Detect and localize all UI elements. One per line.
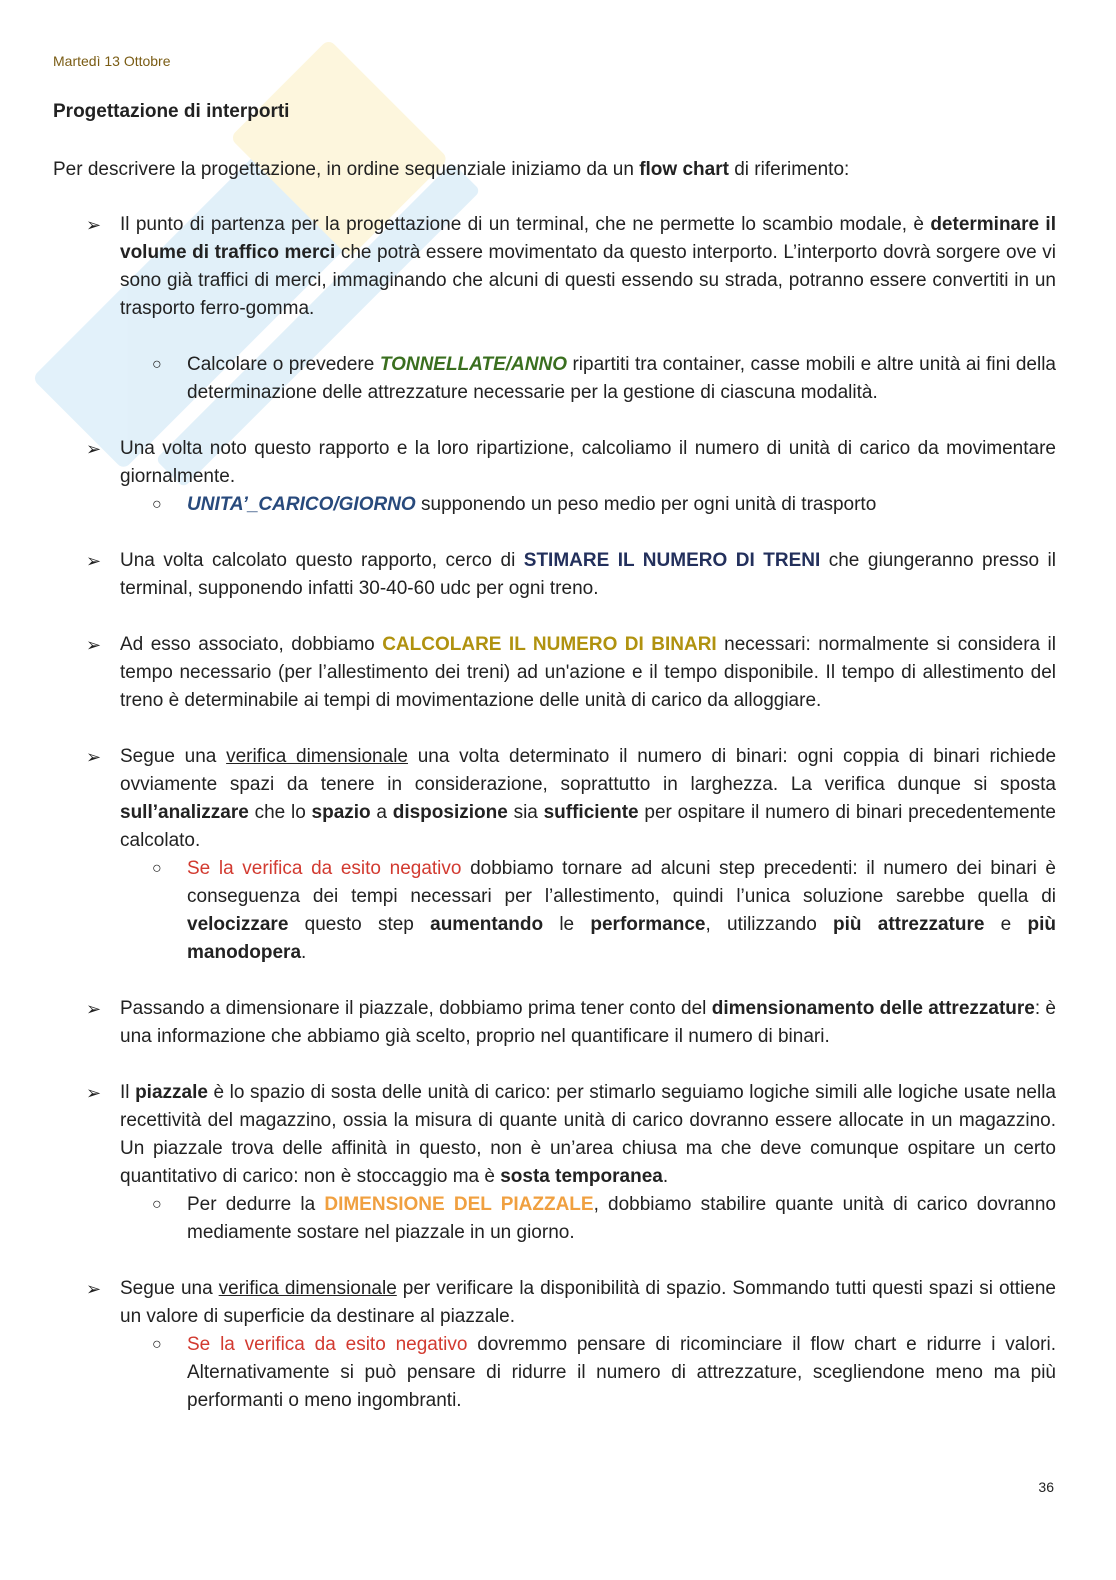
- sub-bullet-item: ○ Per dedurre la DIMENSIONE DEL PIAZZALE, dobbiamo stabilire quante unità di carico dovranno mediamente sostare nel piazzale in un giorno.: [120, 1191, 1056, 1247]
- circle-bullet-icon: ○: [152, 356, 162, 373]
- arrow-bullet-icon: ➢: [86, 439, 102, 459]
- page-number: 36: [1038, 1479, 1054, 1495]
- circle-bullet-icon: ○: [152, 1196, 162, 1213]
- bullet-item: ➢ Passando a dimensionare il piazzale, dobbiamo prima tener conto del dimensionamento delle attrezzature: è una informazione che abbiamo già scelto, proprio nel quantificare il numero di binari.: [53, 995, 1056, 1051]
- arrow-bullet-icon: ➢: [86, 1279, 102, 1299]
- bullet-list: [53, 211, 1056, 1415]
- sub-bullet-item: ○ Se la verifica da esito negativo dovremmo pensare di ricominciare il flow chart e ridurre i valori. Alternativamente si può pensare di ridurre il numero di attrezzature, scegliendone meno ma più performanti o meno ingombranti.: [120, 1331, 1056, 1415]
- sub-bullet-item: ○ UNITA’_CARICO/GIORNO supponendo un peso medio per ogni unità di trasporto: [120, 491, 1056, 519]
- arrow-bullet-icon: ➢: [86, 1083, 102, 1103]
- intro-paragraph: Per descrivere la progettazione, in ordine sequenziale iniziamo da un flow chart di riferimento:: [53, 159, 850, 180]
- arrow-bullet-icon: ➢: [86, 215, 102, 235]
- circle-bullet-icon: ○: [152, 496, 162, 513]
- bullet-item: ➢ Ad esso associato, dobbiamo CALCOLARE IL NUMERO DI BINARI necessari: normalmente si considera il tempo necessario (per l’allestimento dei treni) ad un'azione e il tempo disponibile. Il tempo di allestimento del treno è determinabile ai tempi di movimentazione delle unità di carico da alloggiare.: [53, 631, 1056, 715]
- arrow-bullet-icon: ➢: [86, 999, 102, 1019]
- arrow-bullet-icon: ➢: [86, 635, 102, 655]
- arrow-bullet-icon: ➢: [86, 747, 102, 767]
- circle-bullet-icon: ○: [152, 860, 162, 877]
- bullet-item: ➢ Segue una verifica dimensionale per verificare la disponibilità di spazio. Sommando tutti questi spazi si ottiene un valore di superficie da destinare al piazzale.: [53, 1275, 1056, 1331]
- bullet-item: ➢ Una volta calcolato questo rapporto, cerco di STIMARE IL NUMERO DI TRENI che giungeranno presso il terminal, supponendo infatti 30-40-60 udc per ogni treno.: [53, 547, 1056, 603]
- bullet-item: ➢ Il punto di partenza per la progettazione di un terminal, che ne permette lo scambio modale, è determinare il volume di traffico merci che potrà essere movimentato da questo interporto. L’interporto dovrà sorgere ove vi sono già traffici di merci, immaginando che alcuni di questi essendo su strada, potranno essere convertiti in un trasporto ferro-gomma.: [53, 211, 1056, 323]
- circle-bullet-icon: ○: [152, 1336, 162, 1353]
- sub-bullet-item: ○ Calcolare o prevedere TONNELLATE/ANNO ripartiti tra container, casse mobili e altre unità ai fini della determinazione delle attrezzature necessarie per la gestione di ciascuna modalità.: [120, 351, 1056, 407]
- bullet-item: ➢ Segue una verifica dimensionale una volta determinato il numero di binari: ogni coppia di binari richiede ovviamente spazi da tenere in considerazione, soprattutto in larghezza. La verifica dunque si sposta sull’analizzare che lo spazio a disposizione sia sufficiente per ospitare il numero di binari precedentemente calcolato.: [53, 743, 1056, 855]
- bullet-item: ➢ Il piazzale è lo spazio di sosta delle unità di carico: per stimarlo seguiamo logiche simili alle logiche usate nella recettività del magazzino, ossia la misura di quante unità di carico dovranno essere allocate in un magazzino. Un piazzale trova delle affinità in questo, non è un’area chiusa ma che deve comunque ospitare un certo quantitativo di carico: non è stoccaggio ma è sosta temporanea.: [53, 1079, 1056, 1191]
- arrow-bullet-icon: ➢: [86, 551, 102, 571]
- sub-bullet-item: ○ Se la verifica da esito negativo dobbiamo tornare ad alcuni step precedenti: il numero dei binari è conseguenza dei tempi necessari per l’allestimento, quindi l’unica soluzione sarebbe quella di velocizzare questo step aumentando le performance, utilizzando più attrezzature e più manodopera.: [120, 855, 1056, 967]
- page-title: Progettazione di interporti: [53, 101, 290, 122]
- bullet-item: ➢ Una volta noto questo rapporto e la loro ripartizione, calcoliamo il numero di unità di carico da movimentare giornalmente.: [53, 435, 1056, 491]
- header-date: Martedì 13 Ottobre: [53, 53, 171, 69]
